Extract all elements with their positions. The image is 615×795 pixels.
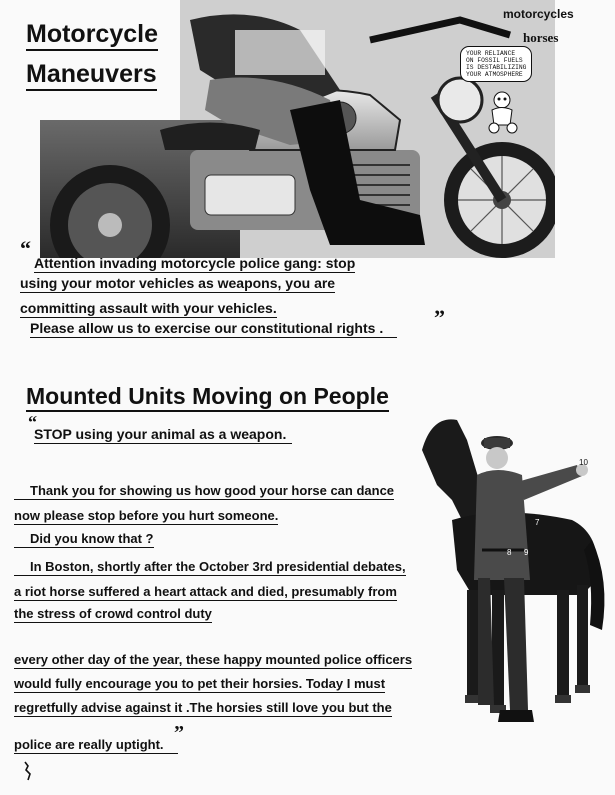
motorcycle-text-line: Please allow us to exercise our constitutional rights . [30, 320, 397, 338]
motorcycle-text-line: committing assault with your vehicles. [20, 300, 277, 316]
motorcycle-text-line: Attention invading motorcycle police gang: stop [34, 255, 356, 271]
horse-text-line: every other day of the year, these happy mounted police officers [14, 652, 413, 667]
close-quote-mark: ” [174, 722, 184, 744]
horse-text-line: Did you know that ? [14, 531, 154, 548]
bubble-line: IS DESTABILIZING [466, 64, 527, 71]
motorcycle-text-line: using your motor vehicles as weapons, you are [20, 275, 336, 291]
horse-text-line: police are really uptight. [14, 737, 178, 754]
figure-number: 9 [524, 548, 529, 557]
mounted-officer-illustration [412, 410, 612, 745]
horse-text-line: a riot horse suffered a heart attack and died, presumably from [14, 584, 397, 599]
horse-text-line: regretfully advise against it .The horsies still love you but the [14, 700, 392, 715]
cartoon-figure-icon [482, 90, 522, 140]
open-quote-mark: “ [28, 412, 37, 432]
label-horses: horses [523, 30, 559, 45]
figure-number: 10 [579, 458, 588, 467]
mounted-units-title: Mounted Units Moving on People [26, 385, 389, 412]
horse-text-line: Thank you for showing us how good your horse can dance [14, 483, 394, 500]
horse-text-line: the stress of crowd control duty [14, 606, 212, 621]
horse-text-line: would fully encourage you to pet their horsies. Today I must [14, 676, 386, 691]
open-quote-mark: “ [20, 236, 31, 261]
figure-number: 8 [507, 548, 512, 557]
label-motorcycles: motorcycles [503, 7, 574, 21]
bubble-line: YOUR RELIANCE [466, 50, 516, 57]
close-quote-mark: ” [434, 305, 445, 330]
cartoon-speech-bubble [460, 46, 532, 82]
horse-subhead: STOP using your animal as a weapon. [34, 426, 292, 444]
horse-text-line: In Boston, shortly after the October 3rd presidential debates, [14, 559, 406, 576]
horse-text-line: now please stop before you hurt someone. [14, 508, 279, 523]
motorcycle-title-line2: Maneuvers [26, 62, 157, 91]
figure-number: 7 [535, 518, 540, 527]
bubble-line: ON FOSSIL FUELS [466, 57, 523, 64]
stray-mark-icon [22, 760, 34, 787]
motorcycle-title-line1: Motorcycle [26, 22, 158, 51]
bubble-line: YOUR ATMOSPHERE [466, 71, 523, 78]
